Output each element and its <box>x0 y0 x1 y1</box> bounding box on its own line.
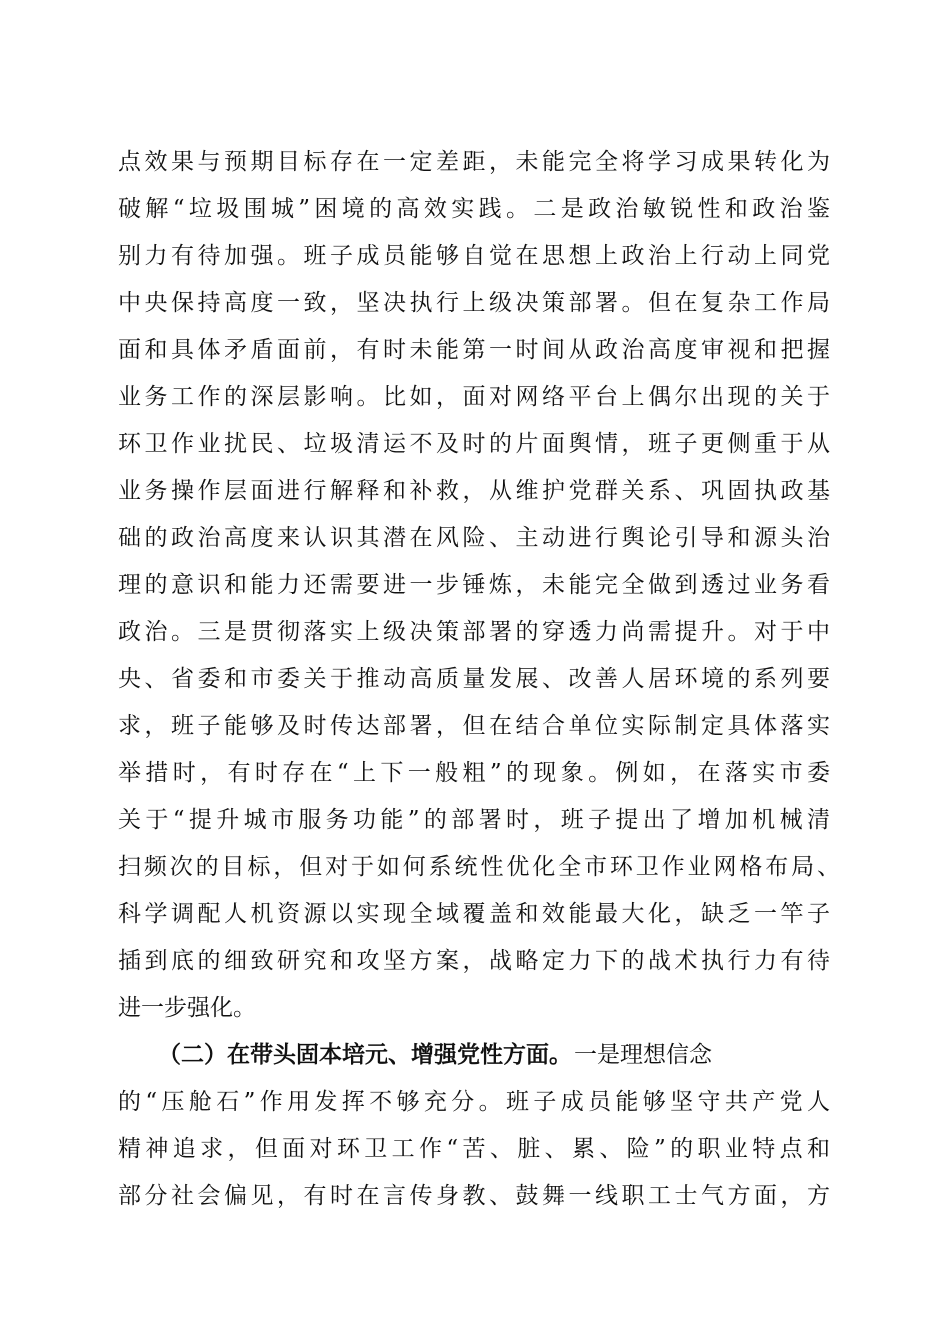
line-text: 精神追求，但面对环卫工作“苦、脏、累、险”的职业特点和 <box>118 1136 830 1162</box>
line-text: 的“压舱石”作用发挥不够充分。班子成员能够坚守共产党人 <box>118 1089 830 1115</box>
line-text: 科学调配人机资源以实现全域覆盖和效能最大化，缺乏一竿子 <box>118 901 830 927</box>
line-text: 破解“垃圾围城”困境的高效实践。二是政治敏锐性和政治鉴 <box>118 196 830 222</box>
line-text: 别力有待加强。班子成员能够自觉在思想上政治上行动上同党 <box>118 243 830 269</box>
body-line <box>0 518 950 558</box>
line-text: 求，班子能够及时传达部署，但在结合单位实际制定具体落实 <box>118 713 830 739</box>
line-text: 举措时，有时存在“上下一般粗”的现象。例如，在落实市委 <box>118 760 830 786</box>
body-line <box>0 941 950 981</box>
line-text: 点效果与预期目标存在一定差距，未能完全将学习成果转化为 <box>118 149 830 175</box>
body-line <box>0 565 950 605</box>
body-line <box>0 189 950 229</box>
body-line <box>0 424 950 464</box>
body-line <box>0 142 950 182</box>
line-text: 扫频次的目标，但对于如何系统性优化全市环卫作业网格布局、 <box>118 854 840 880</box>
line-text: 部分社会偏见，有时在言传身教、鼓舞一线职工士气方面，方 <box>118 1183 830 1209</box>
body-line <box>0 377 950 417</box>
body-line <box>0 330 950 370</box>
body-line <box>0 800 950 840</box>
body-line <box>0 471 950 511</box>
body-line <box>0 659 950 699</box>
body-line <box>0 894 950 934</box>
body-line <box>0 1129 950 1169</box>
body-line <box>0 1082 950 1122</box>
body-line <box>0 753 950 793</box>
line-text: 业务操作层面进行解释和补救，从维护党群关系、巩固执政基 <box>118 478 830 504</box>
line-text: 中央保持高度一致，坚决执行上级决策部署。但在复杂工作局 <box>118 290 830 316</box>
line-text: 业务工作的深层影响。比如，面对网络平台上偶尔出现的关于 <box>118 384 830 410</box>
body-line <box>0 988 950 1028</box>
line-text: 理的意识和能力还需要进一步锤炼，未能完全做到透过业务看 <box>118 572 830 598</box>
line-text: 政治。三是贯彻落实上级决策部署的穿透力尚需提升。对于中 <box>118 619 830 645</box>
body-line <box>0 706 950 746</box>
line-text: 面和具体矛盾面前，有时未能第一时间从政治高度审视和把握 <box>118 337 830 363</box>
body-line <box>0 612 950 652</box>
body-line <box>0 236 950 276</box>
line-text: 一是理想信念 <box>574 1042 712 1068</box>
line-text: 进一步强化。 <box>118 995 256 1021</box>
section-heading-line <box>0 1035 950 1075</box>
section-heading: （二）在带头固本培元、增强党性方面。 <box>158 1041 572 1068</box>
line-text: 插到底的细致研究和攻坚方案，战略定力下的战术执行力有待 <box>118 948 830 974</box>
body-line <box>0 847 950 887</box>
body-line <box>0 1176 950 1216</box>
line-text: 关于“提升城市服务功能”的部署时，班子提出了增加机械清 <box>118 807 830 833</box>
line-text: 央、省委和市委关于推动高质量发展、改善人居环境的系列要 <box>118 666 830 692</box>
line-text: 础的政治高度来认识其潜在风险、主动进行舆论引导和源头治 <box>118 525 830 551</box>
body-line <box>0 283 950 323</box>
line-text: 环卫作业扰民、垃圾清运不及时的片面舆情，班子更侧重于从 <box>118 431 830 457</box>
